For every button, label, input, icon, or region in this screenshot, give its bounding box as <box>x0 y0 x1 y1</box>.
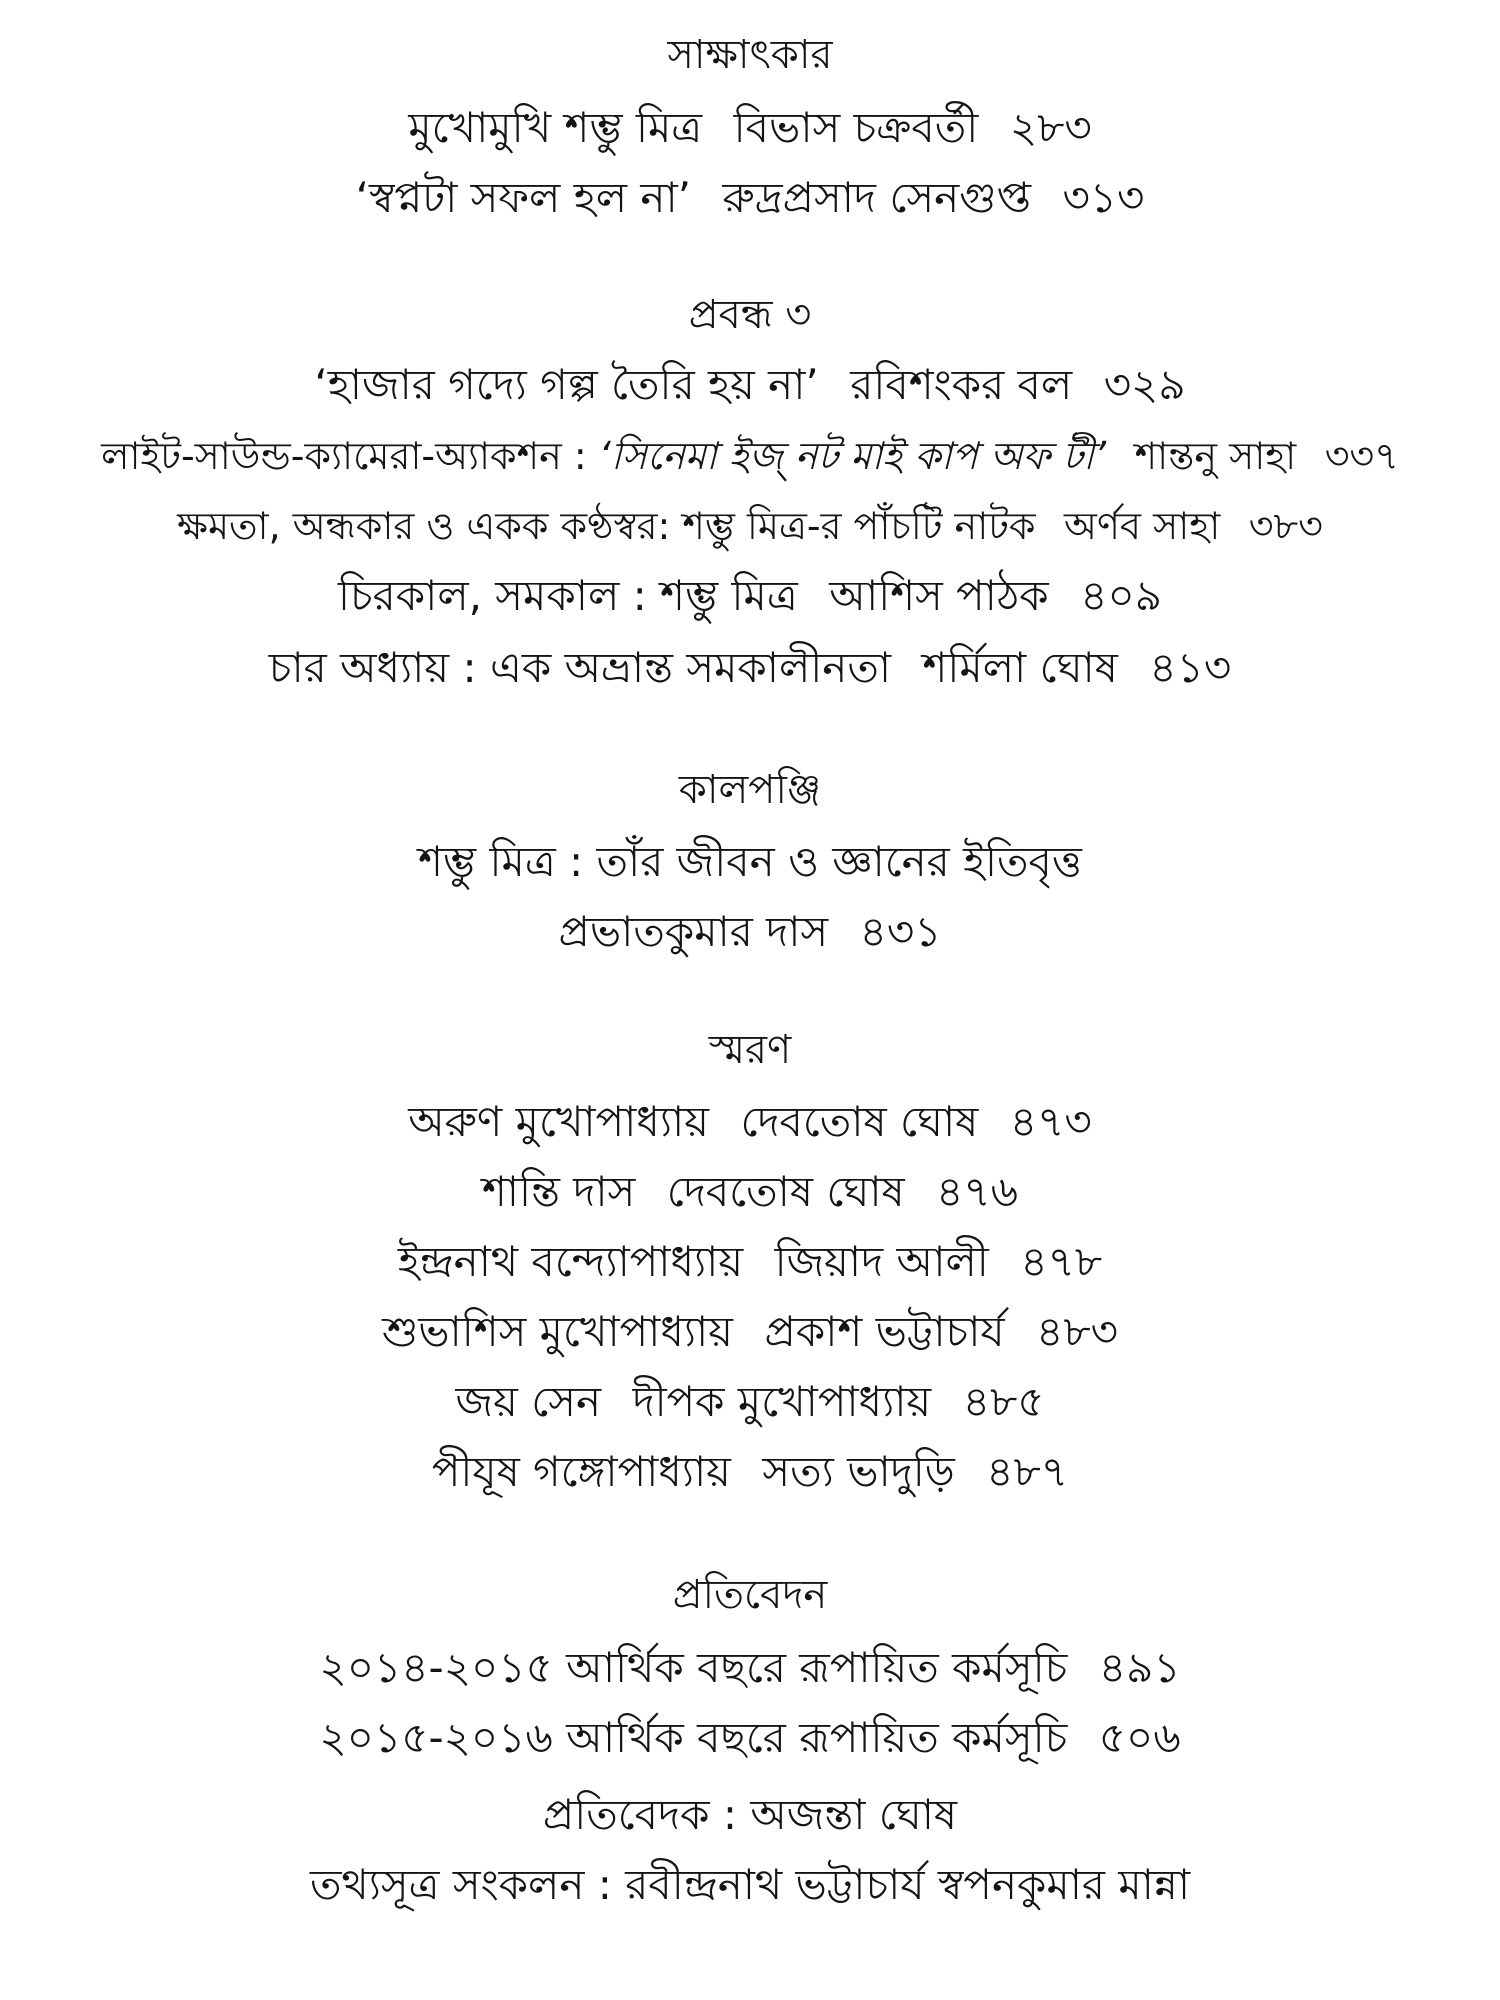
entry-title: ২০১৪-২০১৫ আর্থিক বছরে রূপায়িত কর্মসূচি <box>319 1643 1068 1692</box>
toc-entry <box>0 566 1500 626</box>
entry-title: চিরকাল, সমকাল : শম্ভু মিত্র <box>337 571 798 620</box>
toc-entry <box>0 1302 1500 1362</box>
entry-author: দীপক মুখোপাধ্যায় <box>632 1377 932 1426</box>
toc-line <box>0 832 1500 892</box>
section-heading-remembrance: স্মরণ <box>708 1027 792 1073</box>
toc-entry <box>0 1092 1500 1152</box>
entry-title: ‘স্বপ্নটা সফল হল না’ <box>355 173 692 222</box>
entry-title: শম্ভু মিত্র : তাঁর জীবন ও জ্ঞানের ইতিবৃত্ত <box>418 837 1082 886</box>
toc-entry <box>0 496 1500 556</box>
entry-title-italic: ‘সিনেমা ইজ্ নট মাই কাপ অফ টী’ <box>598 434 1107 478</box>
entry-page-number: ৪৭৬ <box>936 1167 1019 1216</box>
entry-author: শান্তনু সাহা <box>1134 434 1297 478</box>
section-heading-interviews: সাক্ষাৎকার <box>667 32 833 78</box>
toc-entry <box>0 1372 1500 1432</box>
entry-title: ইন্দ্রনাথ বন্দ্যোপাধ্যায় <box>397 1237 744 1286</box>
toc-entry <box>0 168 1500 228</box>
entry-page-number: ২৮৩ <box>1009 103 1092 152</box>
toc-entry <box>0 638 1500 698</box>
entry-page-number: ৩১৩ <box>1062 173 1145 222</box>
entry-author: রবিশংকর বল <box>850 360 1073 409</box>
entry-author: দেবতোষ ঘোষ <box>666 1167 905 1216</box>
entry-page-number: ৪৮৩ <box>1036 1307 1118 1356</box>
entry-page-number: ৫০৬ <box>1098 1713 1181 1762</box>
entry-author: শর্মিলা ঘোষ <box>922 643 1118 692</box>
toc-entry <box>0 426 1500 486</box>
entry-author: সত্য ভাদুড়ি <box>762 1447 955 1496</box>
entry-title: অরুণ মুখোপাধ্যায় <box>408 1097 709 1146</box>
entry-page-number: ৪১৩ <box>1149 643 1232 692</box>
entry-page-number: ৪৭৮ <box>1020 1237 1103 1286</box>
entry-title: চার অধ্যায় : এক অভ্রান্ত সমকালীনতা <box>268 643 892 692</box>
toc-entry <box>0 902 1500 962</box>
entry-page-number: ৩৩৭ <box>1324 434 1399 478</box>
toc-entry <box>0 98 1500 158</box>
credit-reporter: প্রতিবেদক : অজন্তা ঘোষ <box>542 1790 958 1839</box>
entry-author: অর্ণব সাহা <box>1064 504 1221 548</box>
entry-author: রুদ্রপ্রসাদ সেনগুপ্ত <box>722 173 1031 222</box>
toc-entry <box>0 1232 1500 1292</box>
entry-page-number: ৪৮৭ <box>986 1447 1069 1496</box>
section-heading-essays: প্রবন্ধ ৩ <box>688 292 812 338</box>
toc-entry <box>0 1162 1500 1222</box>
entry-page-number: ৪৭৩ <box>1009 1097 1092 1146</box>
toc-entry <box>0 1708 1500 1768</box>
entry-title: ‘হাজার গদ্যে গল্প তৈরি হয় না’ <box>314 360 819 409</box>
section-heading-report: প্রতিবেদন <box>672 1572 828 1618</box>
toc-entry <box>0 1442 1500 1502</box>
entry-title-prefix: লাইট-সাউন্ড-ক্যামেরা-অ্যাকশন : <box>101 434 587 478</box>
entry-page-number: ৪৮৫ <box>962 1377 1045 1426</box>
entry-page-number: ৩৮৩ <box>1248 504 1323 548</box>
entry-title: ২০১৫-২০১৬ আর্থিক বছরে রূপায়িত কর্মসূচি <box>319 1713 1068 1762</box>
credit-compilers: তথ্যসূত্র সংকলন : রবীন্দ্রনাথ ভট্টাচার্য স্বপনকুমার মান্না <box>309 1860 1191 1909</box>
toc-entry <box>0 355 1500 415</box>
section-heading-chronology: কালপঞ্জি <box>678 767 822 813</box>
entry-title: প্রভাতকুমার দাস <box>558 907 829 956</box>
toc-entry <box>0 1638 1500 1698</box>
entry-author: দেবতোষ ঘোষ <box>740 1097 979 1146</box>
entry-author: বিভাস চক্রবর্তী <box>733 103 979 152</box>
entry-title: জয় সেন <box>455 1377 602 1426</box>
entry-author: প্রকাশ ভট্টাচার্য <box>764 1307 1005 1356</box>
entry-title: পীযূষ গঙ্গোপাধ্যায় <box>431 1447 731 1496</box>
entry-page-number: ৩২৯ <box>1103 360 1186 409</box>
entry-title: ক্ষমতা, অন্ধকার ও একক কণ্ঠস্বর: শম্ভু মিত্র-র পাঁচটি নাটক <box>177 504 1036 548</box>
entry-page-number: ৪০৯ <box>1080 571 1163 620</box>
entry-title: শুভাশিস মুখোপাধ্যায় <box>382 1307 733 1356</box>
entry-title: মুখোমুখি শম্ভু মিত্র <box>408 103 703 152</box>
entry-page-number: ৪৯১ <box>1098 1643 1181 1692</box>
entry-title: শান্তি দাস <box>481 1167 636 1216</box>
entry-author: আশিস পাঠক <box>829 571 1049 620</box>
entry-page-number: ৪৩১ <box>859 907 942 956</box>
entry-author: জিয়াদ আলী <box>774 1237 989 1286</box>
